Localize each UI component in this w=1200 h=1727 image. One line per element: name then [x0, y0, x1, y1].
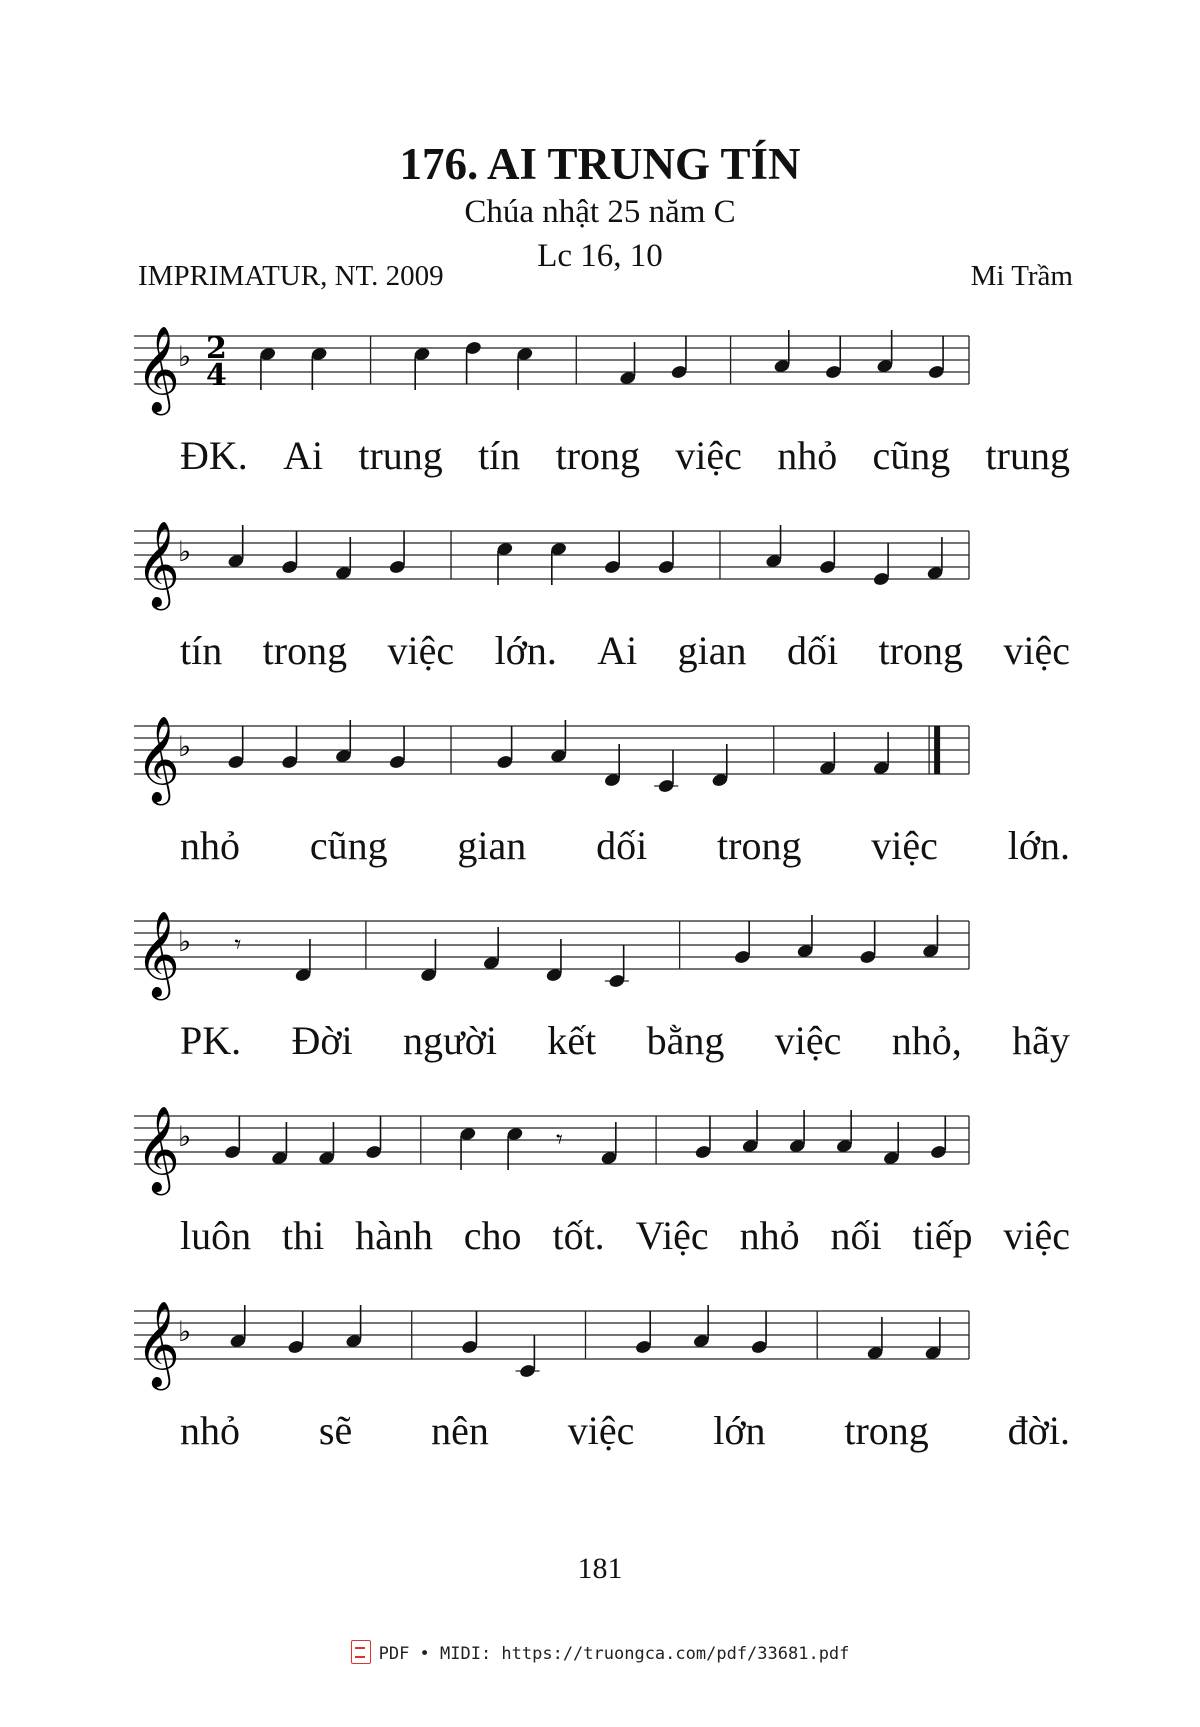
- lyric-syllable: lớn.: [1007, 823, 1070, 868]
- lyric-syllable: nối: [830, 1213, 882, 1258]
- lyric-syllable: tín: [478, 433, 521, 478]
- music-staff: [134, 505, 1074, 625]
- lyric-syllable: trung: [985, 433, 1070, 478]
- lyric-syllable: việc: [387, 628, 455, 673]
- time-signature-top: 2: [206, 331, 227, 366]
- staff-graphic: [134, 310, 1074, 430]
- staff-graphic: [134, 1090, 1074, 1210]
- flat-sign-icon: ♭: [178, 1315, 192, 1348]
- music-staff: [134, 1090, 1074, 1210]
- lyric-syllable: Đời: [291, 1018, 353, 1063]
- eighth-rest-icon: 𝄾: [234, 930, 242, 960]
- lyric-syllable: trong: [844, 1408, 929, 1453]
- pdf-icon: [351, 1640, 371, 1664]
- lyric-syllable: sẽ: [318, 1408, 353, 1453]
- lyric-syllable: đời.: [1007, 1408, 1070, 1453]
- song-subtitle: Chúa nhật 25 năm C: [464, 194, 736, 230]
- music-staff: [134, 895, 1074, 1015]
- scripture-reference: Lc 16, 10: [537, 238, 663, 274]
- music-staff: [134, 310, 1074, 430]
- lyric-syllable: cũng: [872, 433, 951, 478]
- lyric-syllable: nhỏ: [180, 1408, 240, 1453]
- lyric-syllable: việc: [675, 433, 742, 478]
- footer-text[interactable]: PDF • MIDI: https://truongca.com/pdf/33681.pdf: [378, 1644, 850, 1664]
- lyric-syllable: kết: [547, 1018, 597, 1063]
- staff-graphic: [134, 895, 1074, 1015]
- treble-clef-icon: 𝄞: [136, 911, 180, 997]
- lyric-syllable: cho: [463, 1213, 522, 1258]
- lyric-syllable: trong: [717, 823, 802, 868]
- lyric-syllable: dối: [596, 823, 648, 868]
- flat-sign-icon: ♭: [178, 340, 192, 373]
- flat-sign-icon: ♭: [178, 535, 192, 568]
- flat-sign-icon: ♭: [178, 730, 192, 763]
- final-bar-line: [934, 726, 940, 774]
- lyric-syllable: việc: [567, 1408, 635, 1453]
- treble-clef-icon: 𝄞: [136, 326, 180, 412]
- lyric-line: [180, 432, 1070, 479]
- music-staff: [134, 1285, 1074, 1405]
- lyric-syllable: hãy: [1012, 1018, 1070, 1063]
- lyric-syllable: trong: [262, 628, 348, 673]
- eighth-rest-icon: 𝄾: [555, 1125, 563, 1155]
- flat-sign-icon: ♭: [178, 925, 192, 958]
- lyric-syllable: trung: [358, 433, 443, 478]
- lyric-syllable: trong: [878, 628, 963, 673]
- staff-graphic: [134, 700, 1074, 820]
- music-staff: [134, 700, 1074, 820]
- lyric-syllable: người: [403, 1018, 497, 1063]
- lyric-syllable: tiếp: [912, 1213, 973, 1258]
- lyric-syllable: Ai: [597, 628, 638, 673]
- lyric-syllable: việc: [1003, 1213, 1070, 1258]
- lyric-syllable: lớn: [713, 1408, 766, 1453]
- treble-clef-icon: 𝄞: [136, 716, 180, 802]
- lyric-syllable: tín: [180, 628, 223, 673]
- lyric-syllable: nhỏ: [777, 433, 838, 478]
- lyric-line: [180, 1212, 1070, 1259]
- lyric-syllable: Việc: [635, 1213, 709, 1258]
- treble-clef-icon: 𝄞: [136, 521, 180, 607]
- lyric-syllable: tốt.: [552, 1213, 605, 1258]
- lyric-syllable: nhỏ: [180, 823, 240, 868]
- lyric-line: [180, 1407, 1070, 1454]
- lyric-line: [180, 1017, 1070, 1064]
- lyric-syllable: việc: [774, 1018, 842, 1063]
- lyric-syllable: gian: [677, 628, 747, 673]
- lyric-syllable: PK.: [180, 1018, 242, 1063]
- lyric-syllable: nên: [431, 1408, 489, 1453]
- time-signature-bottom: 4: [206, 358, 227, 393]
- lyric-syllable: cũng: [309, 823, 388, 868]
- lyric-line: [180, 822, 1070, 869]
- lyric-syllable: ĐK.: [180, 433, 248, 478]
- lyric-syllable: việc: [1003, 628, 1070, 673]
- lyric-syllable: bằng: [646, 1018, 725, 1063]
- lyric-syllable: nhỏ,: [891, 1018, 962, 1063]
- treble-clef-icon: 𝄞: [136, 1106, 180, 1192]
- song-title: 176. AI TRUNG TÍN: [399, 139, 801, 189]
- staff-graphic: [134, 1285, 1074, 1405]
- lyric-syllable: dối: [786, 628, 839, 673]
- lyric-syllable: việc: [871, 823, 938, 868]
- imprimatur-note: IMPRIMATUR, NT. 2009: [138, 260, 444, 292]
- flat-sign-icon: ♭: [178, 1120, 192, 1153]
- lyric-syllable: hành: [355, 1213, 433, 1258]
- treble-clef-icon: 𝄞: [136, 1301, 180, 1387]
- footer-link[interactable]: [0, 1640, 1200, 1664]
- staff-graphic: [134, 505, 1074, 625]
- lyric-syllable: trong: [555, 433, 641, 478]
- lyric-syllable: gian: [457, 823, 527, 868]
- lyric-syllable: lớn.: [494, 628, 557, 673]
- lyric-syllable: nhỏ: [739, 1213, 800, 1258]
- lyric-syllable: luôn: [180, 1213, 252, 1258]
- lyric-syllable: Ai: [283, 433, 324, 478]
- composer-name: Mi Trầm: [970, 260, 1073, 292]
- lyric-syllable: thi: [282, 1213, 325, 1258]
- lyric-line: [180, 627, 1070, 674]
- page-number: 181: [577, 1552, 623, 1585]
